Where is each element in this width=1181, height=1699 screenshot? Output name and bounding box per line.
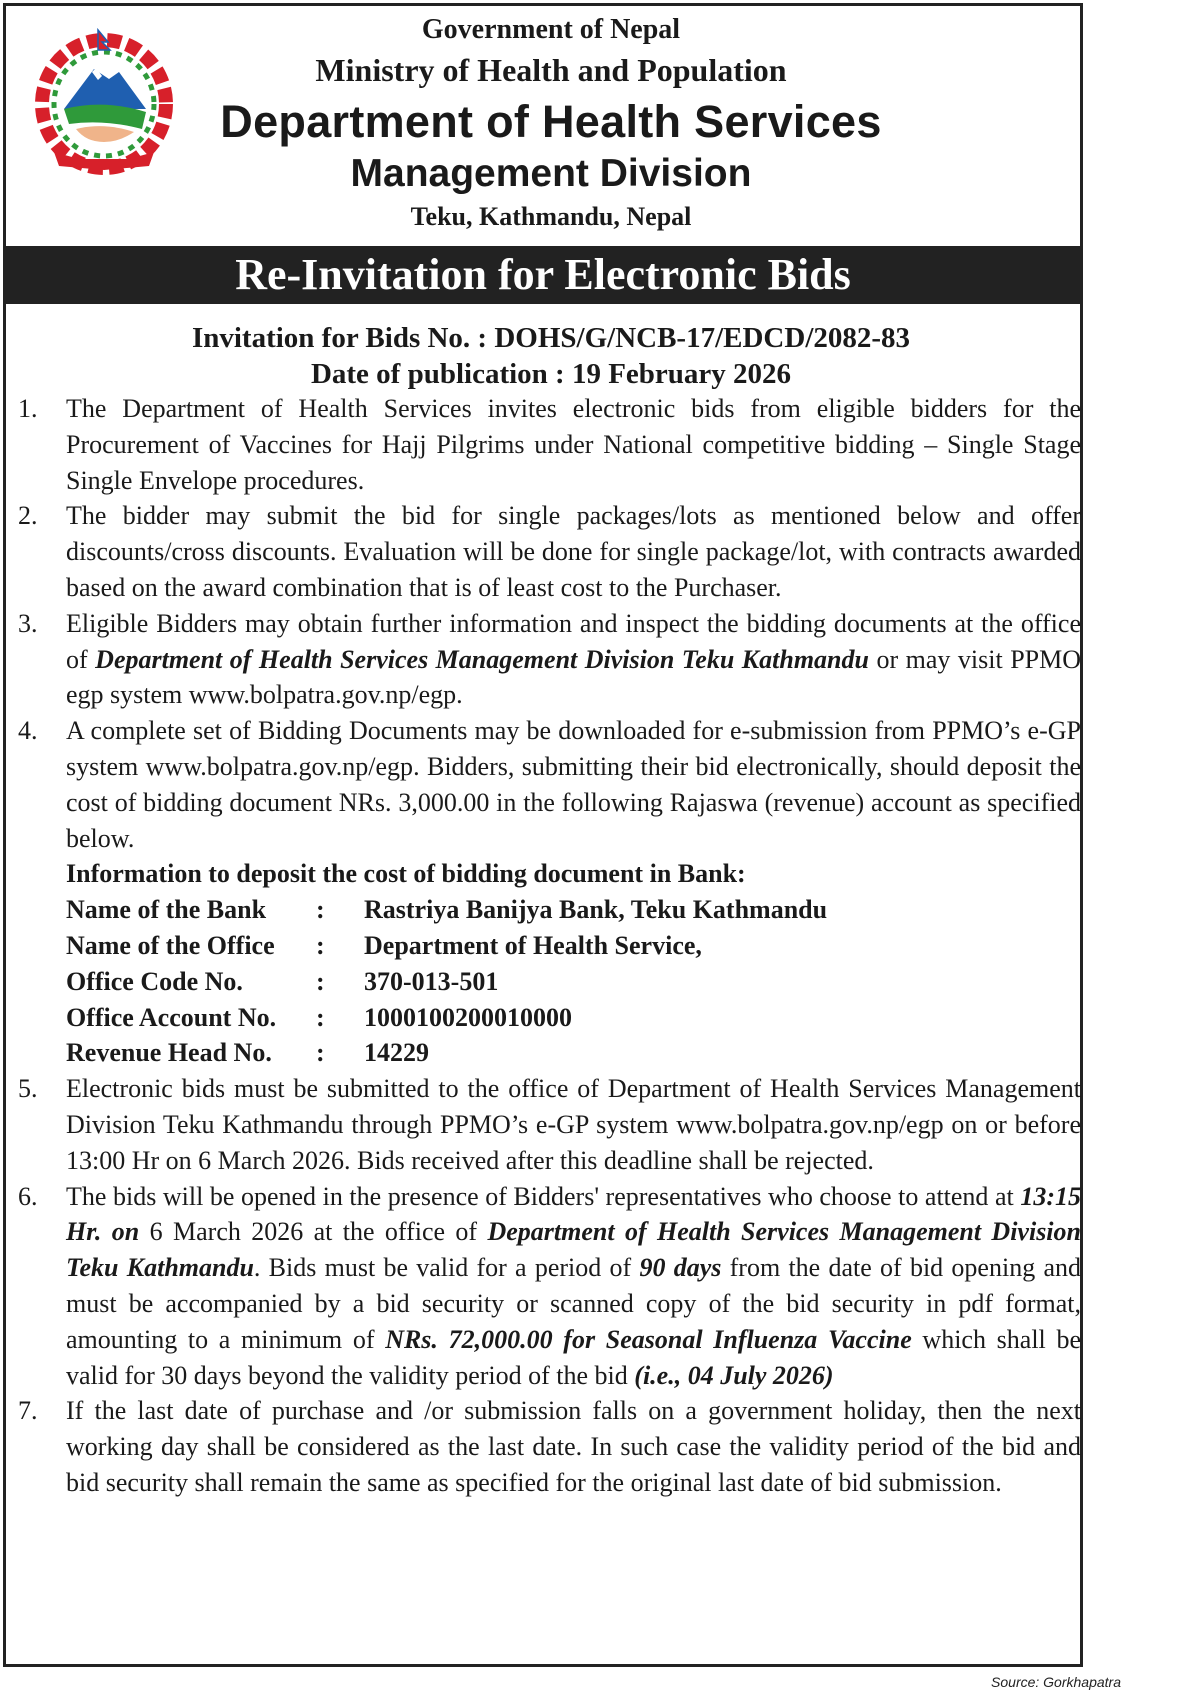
bank-info-value: 14229 [364, 1038, 429, 1068]
item-number: 2. [18, 501, 38, 531]
bank-info-value: Department of Health Service, [364, 930, 702, 960]
bank-info-title: Information to deposit the cost of bidding document in Bank: [66, 859, 746, 889]
item-number: 1. [18, 394, 38, 423]
bank-info-row [18, 964, 1081, 1000]
emphasized-text: (i.e., 04 July 2026) [634, 1360, 834, 1390]
item-text: . Bidders, submitting their bid electronically, should deposit the cost of bidding document [66, 751, 1081, 817]
item-text: from the date of bid opening and must be accompanied by a bid security or scanned copy of the bid security in pdf format, amounting to a minimum of [66, 1253, 1081, 1354]
emphasized-text: www.bolpatra.gov.np/egp [145, 751, 414, 781]
emphasized-text: NRs. 72,000.00 for Seasonal Influenza Vaccine [385, 1324, 912, 1354]
item-text [139, 1217, 149, 1246]
separator: : [316, 1002, 325, 1032]
item-text: bid security shall remain the same as specified for the original last date of bid submission. [66, 1467, 1002, 1497]
item-text: . Bids must be valid for a period of [253, 1253, 640, 1283]
list-item [18, 498, 1081, 605]
item-text: A complete set of Bidding Documents may be downloaded for e-submission from PPMO’s e-GP system [66, 716, 1081, 781]
emphasized-text: 13:00 Hr on 6 March 2026 [66, 1145, 345, 1175]
department-name: Department of Health Services [220, 96, 882, 147]
emphasized-text: Department of Health Services Management Division Teku Kathmandu [95, 644, 869, 674]
list-item [18, 713, 1081, 856]
item-text: in the following Rajaswa (revenue) account as specified below. [66, 787, 1081, 853]
item-text: at the office of [303, 1217, 488, 1247]
item-text: . [456, 680, 463, 710]
item-text: which shall be valid for 30 days beyond the validity period of the bid [66, 1324, 1081, 1390]
item-number: 6. [18, 1181, 38, 1211]
bank-info-label: Office Code No. [66, 966, 243, 996]
bank-info-label: Revenue Head No. [66, 1038, 272, 1068]
bank-info-row [18, 1000, 1081, 1036]
bank-info-value: Rastriya Banijya Bank, Teku Kathmandu [364, 895, 828, 925]
bank-info-value: 370-013-501 [364, 966, 499, 996]
notice-frame [3, 3, 1083, 1667]
separator: : [316, 930, 325, 960]
government-name: Government of Nepal [421, 14, 681, 45]
ifb-number: Invitation for Bids No. : DOHS/G/NCB-17/EDCD/2082-83 [191, 322, 911, 354]
item-text: . Bids received after this deadline shall be rejected. [344, 1145, 874, 1175]
item-text: The bids will be opened in the presence of Bidders' representatives who choose to attend at [66, 1181, 1021, 1211]
separator: : [316, 895, 325, 925]
publication-date: Date of publication : 19 February 2026 [310, 358, 792, 390]
item-text: or may visit PPMO egp system [66, 644, 1082, 710]
separator: : [316, 1038, 325, 1068]
emphasized-text: www.bolpatra.gov.np/egp [676, 1109, 944, 1139]
item-text: Eligible Bidders may obtain further information and inspect the bidding documents at the office of [66, 608, 1081, 674]
item-number: 3. [18, 608, 38, 638]
ministry-name: Ministry of Health and Population [315, 52, 787, 88]
item-number: 5. [18, 1074, 38, 1104]
list-item [18, 606, 1081, 713]
notice-items [18, 391, 1081, 1501]
list-item [18, 391, 1081, 498]
emphasized-text: 6 March 2026 [149, 1217, 304, 1247]
item-number: 4. [18, 716, 38, 746]
source-credit: Source: Gorkhapatra [991, 1674, 1121, 1690]
bank-info-label: Office Account No. [66, 1002, 277, 1032]
separator: : [316, 966, 325, 996]
list-item [18, 1179, 1081, 1394]
item-text: on or before [943, 1109, 1081, 1139]
bank-info-row [18, 928, 1081, 964]
bank-info-label: Name of the Office [66, 930, 275, 960]
item-text: under National competitive bidding – Single Stage Single Envelope procedures. [66, 429, 1082, 495]
emphasized-text: 13:15 Hr. on [66, 1181, 1081, 1247]
bank-info-value: 1000100200010000 [364, 1002, 572, 1032]
bank-info-label: Name of the Bank [66, 895, 267, 925]
emphasized-text: NRs. 3,000.00 [338, 787, 490, 817]
bank-info-row [18, 1035, 1081, 1071]
item-text: If the last date of purchase and /or submission falls on a government holiday, then the next working day shall be considered as the last date. In such case the validity period of the [66, 1396, 1081, 1462]
notice-header [6, 6, 1080, 246]
list-item [18, 1393, 1081, 1500]
ifb-block [6, 320, 1096, 392]
emphasized-text: bid and [1001, 1432, 1081, 1462]
emphasized-text: 90 days [639, 1253, 722, 1283]
item-text: Electronic bids must be submitted to the office of Department of Health Services Management Division Teku Kathmandu through PPMO’s e-GP system [66, 1074, 1081, 1139]
emphasized-text: www.bolpatra.gov.np/egp [188, 680, 457, 710]
bank-info-row [18, 892, 1081, 928]
item-text: The bidder may submit the bid for single packages/lots as mentioned below and offer discounts/cross discounts. Evaluation will be done for single package/lot, with contracts awarded based on the award combination that is of least cost to the Purchaser. [66, 501, 1081, 602]
item-text: The Department of Health Services invites electronic bids from eligible bidders for the [66, 394, 1081, 423]
address: Teku, Kathmandu, Nepal [410, 202, 692, 231]
notice-title: Re-Invitation for Electronic Bids [6, 246, 1080, 304]
emphasized-text: Department of Health Services Management Division Teku Kathmandu [66, 1217, 1081, 1283]
item-number: 7. [18, 1396, 38, 1426]
list-item [18, 1071, 1081, 1178]
emphasized-text: Procurement of Vaccines for Hajj Pilgrims [66, 429, 525, 459]
division-name: Management Division [350, 152, 752, 195]
